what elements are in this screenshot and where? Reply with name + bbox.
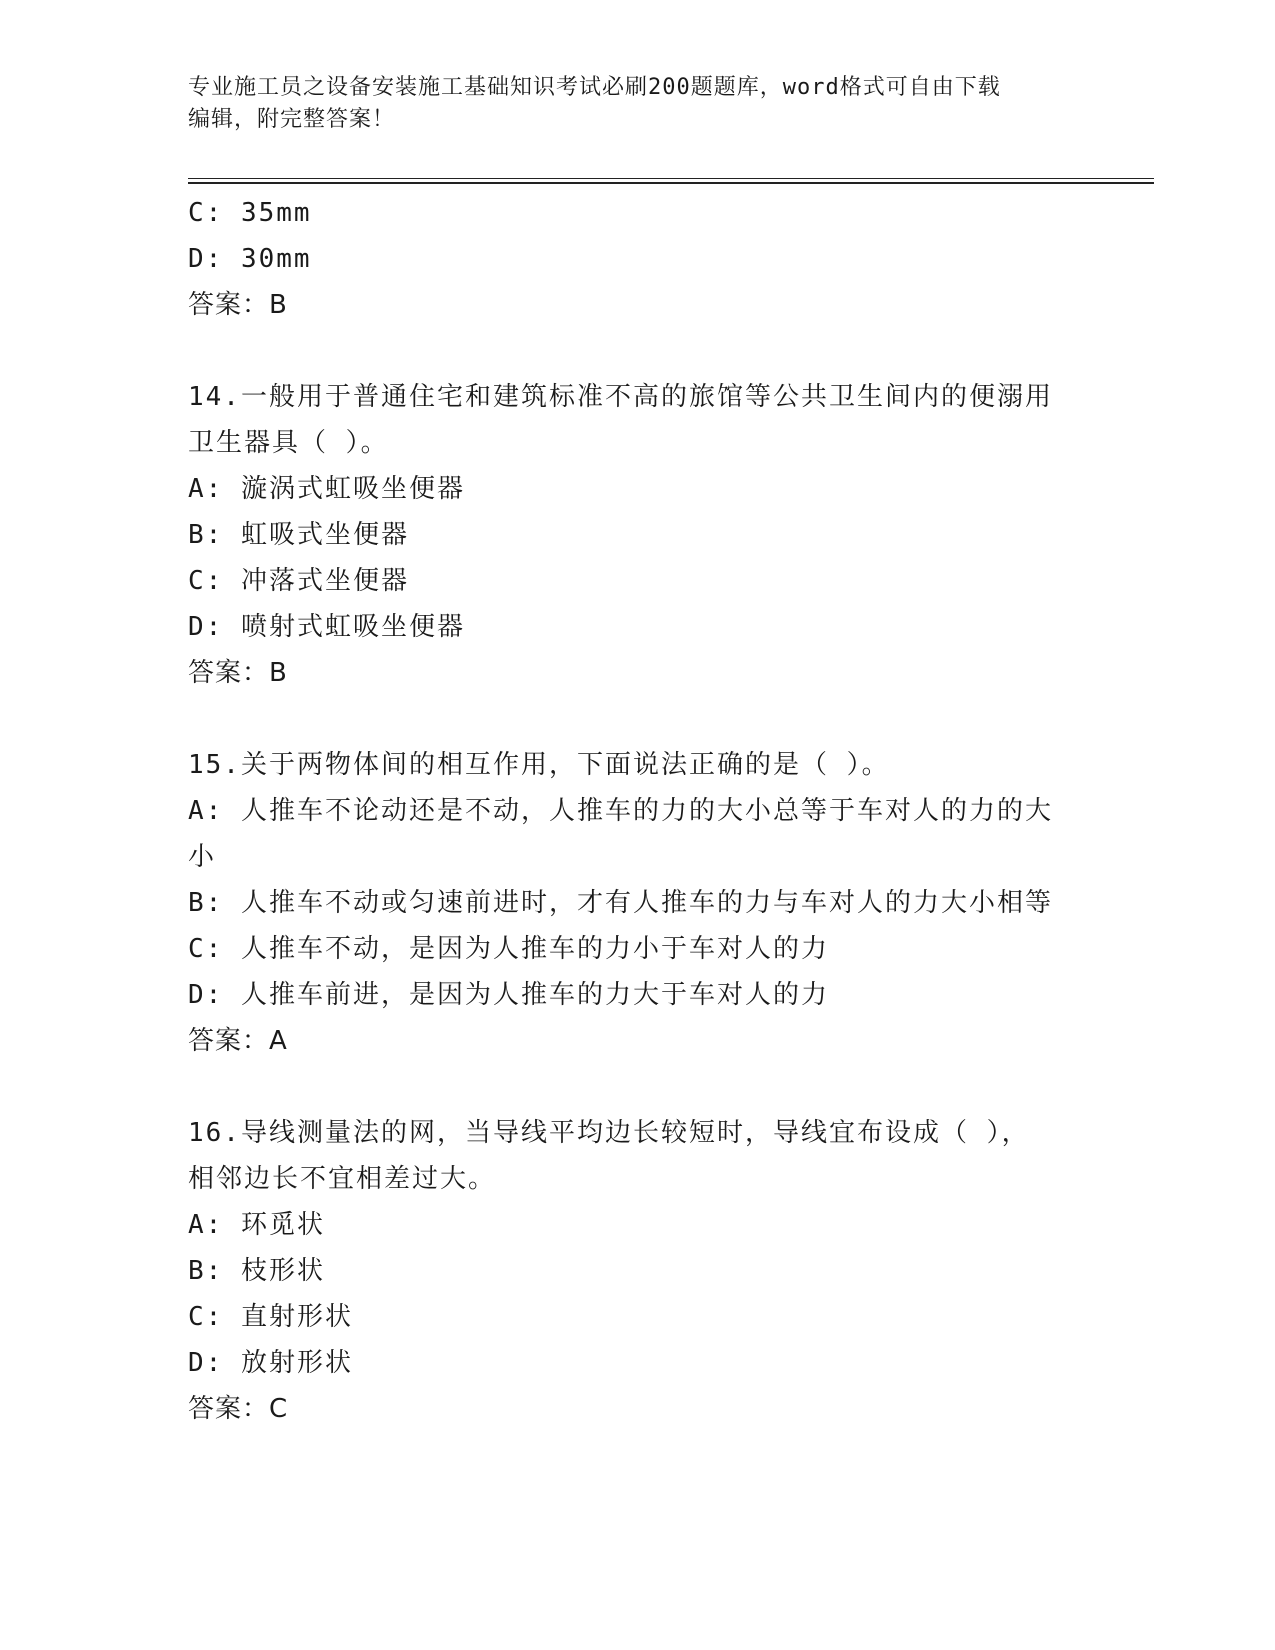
answer-line: 答案：B bbox=[188, 658, 288, 688]
document-header bbox=[188, 72, 1088, 136]
option-d: D: 喷射式虹吸坐便器 bbox=[188, 612, 465, 642]
option-c: C: 直射形状 bbox=[188, 1302, 353, 1332]
header-title-line-1: 专业施工员之设备安装施工基础知识考试必刷200题题库，word格式可自由下载 bbox=[188, 75, 1001, 100]
question-content bbox=[188, 190, 1088, 1432]
question-stem: 15.关于两物体间的相互作用，下面说法正确的是（ ）。 bbox=[188, 750, 890, 780]
option-d: D: 人推车前进，是因为人推车的力大于车对人的力 bbox=[188, 980, 829, 1010]
option-a-continued: 小 bbox=[188, 842, 217, 872]
option-d: D: 放射形状 bbox=[188, 1348, 353, 1378]
option-c: C: 冲落式坐便器 bbox=[188, 566, 409, 596]
question-stem: 14.一般用于普通住宅和建筑标准不高的旅馆等公共卫生间内的便溺用 bbox=[188, 382, 1053, 412]
previous-question-tail bbox=[188, 190, 1088, 328]
option-c: C: 人推车不动，是因为人推车的力小于车对人的力 bbox=[188, 934, 829, 964]
answer-line: 答案：B bbox=[188, 290, 288, 320]
question-stem-continued: 卫生器具（ ）。 bbox=[188, 428, 389, 458]
answer-line: 答案：A bbox=[188, 1026, 288, 1056]
answer-line: 答案：C bbox=[188, 1394, 289, 1424]
question-15 bbox=[188, 742, 1088, 1064]
question-14 bbox=[188, 374, 1088, 696]
option-c: C: 35mm bbox=[188, 198, 312, 228]
question-stem: 16.导线测量法的网，当导线平均边长较短时，导线宜布设成（ ）， bbox=[188, 1118, 1030, 1148]
question-16 bbox=[188, 1110, 1088, 1432]
option-b: B: 虹吸式坐便器 bbox=[188, 520, 409, 550]
option-a: A: 漩涡式虹吸坐便器 bbox=[188, 474, 465, 504]
option-a: A: 人推车不论动还是不动，人推车的力的大小总等于车对人的力的大 bbox=[188, 796, 1053, 826]
option-b: B: 人推车不动或匀速前进时，才有人推车的力与车对人的力大小相等 bbox=[188, 888, 1053, 918]
spacer bbox=[188, 328, 1088, 374]
header-title-line-2: 编辑，附完整答案！ bbox=[188, 107, 396, 132]
spacer bbox=[188, 696, 1088, 742]
spacer bbox=[188, 1064, 1088, 1110]
option-d: D: 30mm bbox=[188, 244, 312, 274]
option-b: B: 枝形状 bbox=[188, 1256, 325, 1286]
header-divider-thin bbox=[188, 178, 1154, 179]
question-stem-continued: 相邻边长不宜相差过大。 bbox=[188, 1164, 497, 1194]
option-a: A: 环觅状 bbox=[188, 1210, 325, 1240]
header-divider-thick bbox=[188, 182, 1154, 184]
